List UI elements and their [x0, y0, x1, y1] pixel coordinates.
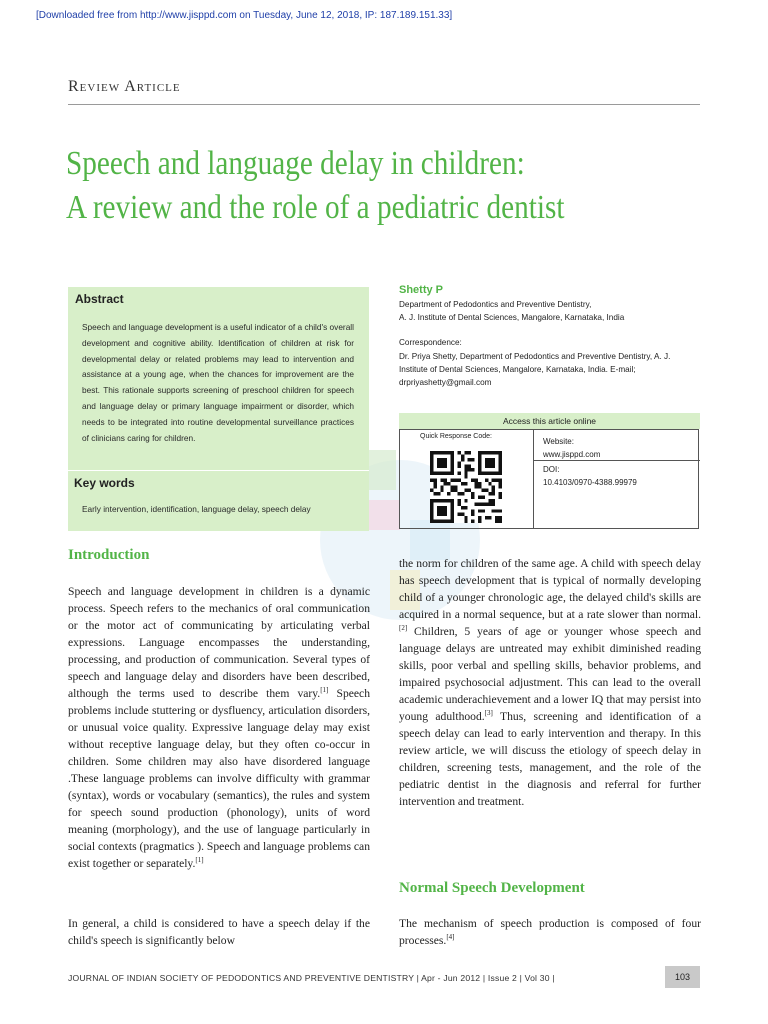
- citation-ref[interactable]: [4]: [446, 933, 455, 942]
- citation-ref[interactable]: [3]: [484, 709, 493, 718]
- correspondence-text: Dr. Priya Shetty, Department of Pedodontics and Preventive Dentistry, A. J. Institute of Dental Sciences, Mangalore, Karnataka, India. E-mail; drpriyashetty@gmail.com: [399, 352, 671, 387]
- intro-p1-text-a: Speech and language development in children is a dynamic process. Speech refers to the mechanics of oral communication or the motor act of communicating by articulating verbal expressions. Language encompasses the understanding, processing, and production of communication. Several types of speech and language delay and disorders have been described, although the terms used to describe them vary.: [68, 585, 370, 700]
- introduction-heading: Introduction: [68, 547, 150, 563]
- affiliation-line-1: Department of Pedodontics and Preventive Dentistry,: [399, 300, 592, 309]
- qr-code-label: Quick Response Code:: [420, 433, 492, 440]
- citation-ref[interactable]: [1]: [320, 686, 329, 695]
- website-link[interactable]: www.jisppd.com: [543, 450, 601, 459]
- citation-ref[interactable]: [1]: [195, 856, 204, 865]
- intro-paragraph-1: [68, 583, 370, 872]
- keywords-text: Early intervention, identification, language delay, speech delay: [82, 504, 311, 514]
- normal-speech-heading: Normal Speech Development: [399, 880, 585, 896]
- normal-speech-p1-text: The mechanism of speech production is composed of four processes.: [399, 917, 701, 947]
- citation-ref[interactable]: [2]: [399, 624, 408, 633]
- author-name: Shetty P: [399, 284, 444, 296]
- title-line-2: A review and the role of a pediatric dentist: [66, 189, 565, 226]
- author-affiliation: [399, 298, 709, 324]
- access-table-horizontal-divider: [533, 460, 700, 461]
- intro-r1-text-a: the norm for children of the same age. A child with speech delay has speech development that is typical of normally developing child of a younger chronologic age, the delayed child's skills are acquired in a normal sequence, but at a rate slower than normal.: [399, 557, 701, 621]
- correspondence-label: Correspondence:: [399, 338, 462, 347]
- qr-code-icon: [430, 451, 502, 523]
- article-type: Review Article: [68, 78, 181, 95]
- intro-r1-text-b: Children, 5 years of age or younger whose speech and language delays are untreated may exhibit diminished reading skills, poor verbal and spelling skills, behavior problems, and impaired psychosocial adjustment. This can lead to the overall academic underachievement and a lower IQ that may persist into young adulthood.: [399, 625, 701, 723]
- abstract-text: Speech and language development is a useful indicator of a child's overall development and cognitive ability. Identification of children at risk for developmental delay or related problems may lead to intervention and assistance at a young age, when the chances for improvement are the best. This rationale supports screening of preschool children for speech and language delay or primary language impairment or disorder, which needs to be integrated into routine developmental surveillance practices of clinicians caring for children.: [82, 322, 354, 443]
- access-table-vertical-divider: [533, 429, 534, 529]
- intro-paragraph-2: In general, a child is considered to have a speech delay if the child's speech is significantly below: [68, 917, 370, 947]
- journal-footer: JOURNAL OF INDIAN SOCIETY OF PEDODONTICS AND PREVENTIVE DENTISTRY | Apr - Jun 2012 | Issue 2 | Vol 30 |: [68, 973, 555, 983]
- intro-r1-text-c: Thus, screening and identification of a speech delay can lead to early intervention and therapy. In this review article, we will discuss the etiology of speech delay in children, screening tests, management, and the role of the pediatric dentist in the diagnosis and referral for further intervention and treatment.: [399, 710, 701, 808]
- normal-speech-paragraph-1: [399, 915, 701, 949]
- download-note: [Downloaded free from http://www.jisppd.com on Tuesday, June 12, 2018, IP: 187.189.151.33]: [36, 10, 453, 21]
- abstract-heading: Abstract: [75, 292, 124, 306]
- article-title: [66, 142, 616, 230]
- access-online-bar: Access this article online: [399, 413, 700, 429]
- website-label: Website:: [543, 437, 574, 446]
- intro-paragraph-2-continued: [399, 555, 701, 810]
- keywords-heading: Key words: [74, 476, 135, 490]
- intro-p1-text-b: Speech problems include stuttering or dysfluency, articulation disorders, or unusual voice quality. Expressive language delay may exist without receptive language delay, but they often co-occur in children. Some children may also have disordered language .These language problems can involve difficulty with grammar (syntax), words or vocabulary (semantics), the rules and system for speech sound production (phonology), units of word meaning (morphology), and the use of language particularly in social contexts (pragmatics ). Speech and language problems can exist together or separately.: [68, 687, 370, 870]
- kicker-divider: [68, 104, 700, 105]
- doi-label: DOI:: [543, 465, 560, 474]
- doi-value[interactable]: 10.4103/0970-4388.99979: [543, 478, 637, 487]
- title-line-1: Speech and language delay in children:: [66, 145, 525, 182]
- page-number: 103: [665, 966, 700, 988]
- affiliation-line-2: A. J. Institute of Dental Sciences, Mangalore, Karnataka, India: [399, 313, 625, 322]
